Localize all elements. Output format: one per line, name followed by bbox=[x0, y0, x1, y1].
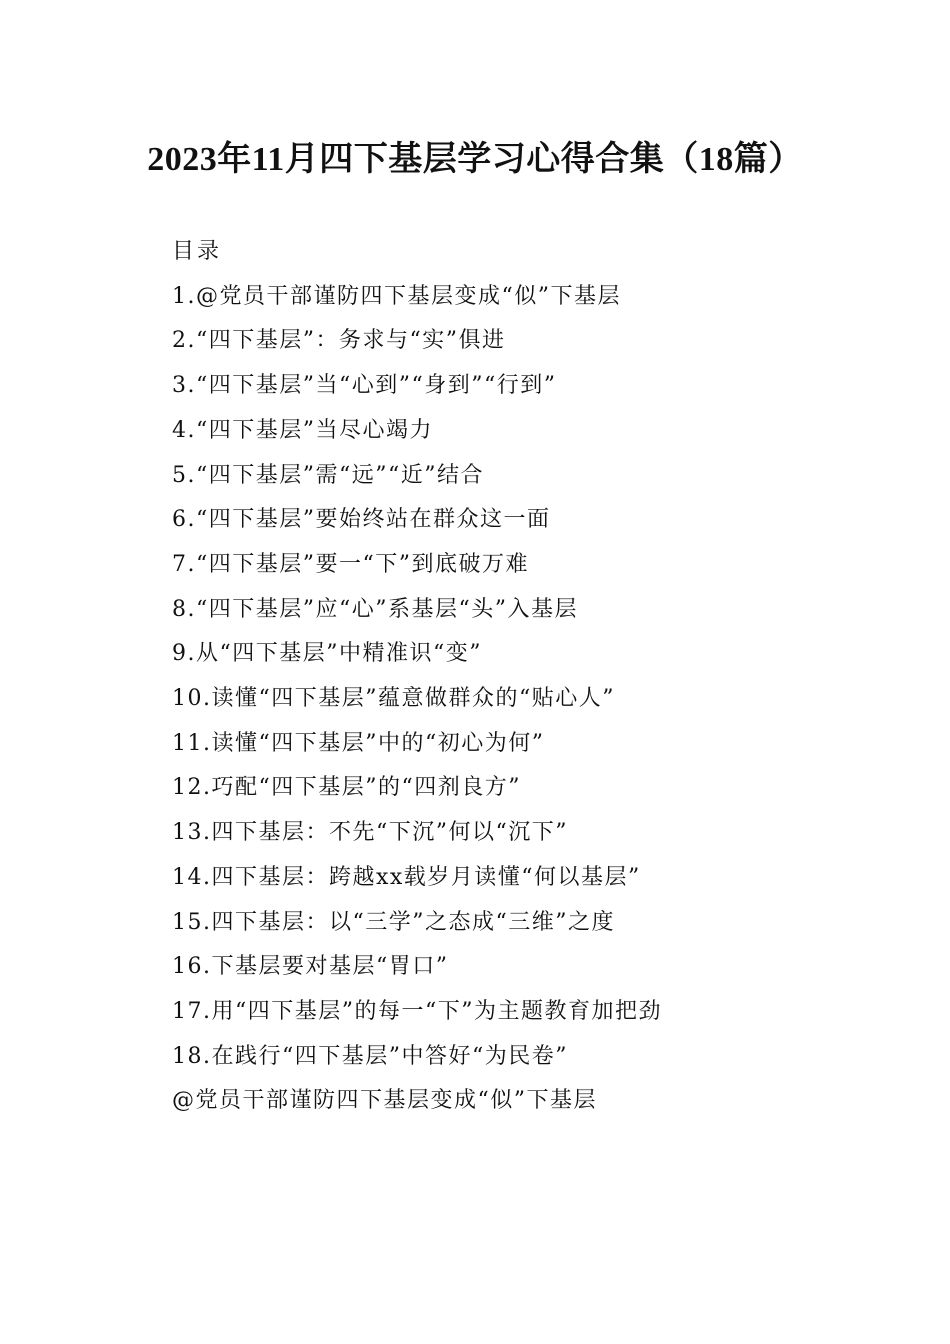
toc-item: 3.“四下基层”当“心到”“身到”“行到” bbox=[172, 373, 557, 399]
toc-item: 7.“四下基层”要一“下”到底破万难 bbox=[172, 551, 529, 577]
toc-item: 8.“四下基层”应“心”系基层“头”入基层 bbox=[172, 596, 578, 622]
toc-item: 6.“四下基层”要始终站在群众这一面 bbox=[172, 507, 551, 533]
toc-item: 2.“四下基层”：务求与“实”俱进 bbox=[172, 328, 506, 354]
table-of-contents bbox=[172, 230, 892, 1124]
toc-item: 15.四下基层：以“三学”之态成“三维”之度 bbox=[172, 909, 615, 935]
toc-item: 11.读懂“四下基层”中的“初心为何” bbox=[172, 730, 545, 756]
toc-item: 4.“四下基层”当尽心竭力 bbox=[172, 417, 433, 443]
toc-item: 18.在践行“四下基层”中答好“为民卷” bbox=[172, 1043, 568, 1069]
toc-item: 14.四下基层：跨越xx载岁月读懂“何以基层” bbox=[172, 864, 641, 890]
toc-item: 13.四下基层：不先“下沉”何以“沉下” bbox=[172, 820, 568, 846]
toc-heading: 目录 bbox=[172, 239, 223, 264]
first-article-title: @党员干部谨防四下基层变成“似”下基层 bbox=[172, 1088, 597, 1114]
toc-item: 1.@党员干部谨防四下基层变成“似”下基层 bbox=[172, 283, 621, 309]
toc-item: 10.读懂“四下基层”蕴意做群众的“贴心人” bbox=[172, 686, 615, 712]
toc-item: 9.从“四下基层”中精准识“变” bbox=[172, 641, 482, 667]
toc-item: 5.“四下基层”需“远”“近”结合 bbox=[172, 462, 484, 488]
document-title: 2023年11月四下基层学习心得合集（18篇） bbox=[147, 141, 803, 178]
toc-item: 16.下基层要对基层“胃口” bbox=[172, 954, 449, 980]
toc-item: 12.巧配“四下基层”的“四剂良方” bbox=[172, 775, 521, 801]
toc-item: 17.用“四下基层”的每一“下”为主题教育加把劲 bbox=[172, 998, 662, 1024]
